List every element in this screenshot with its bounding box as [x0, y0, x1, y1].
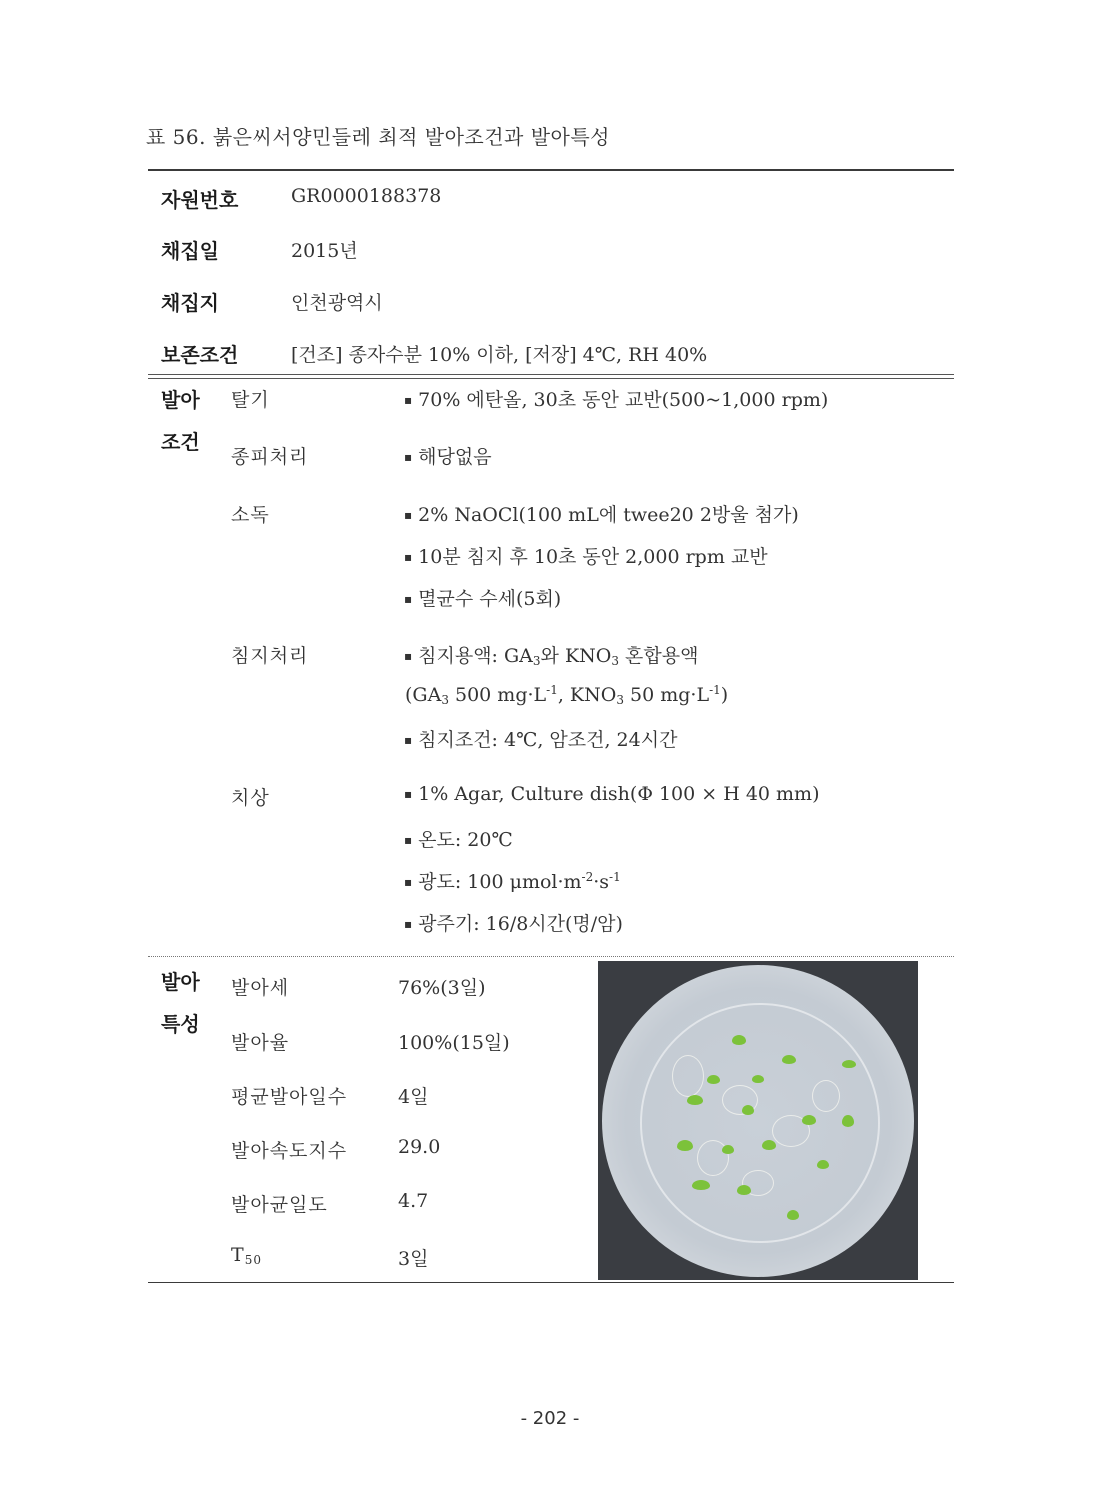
seedling-photo: [598, 961, 918, 1280]
sprout: [737, 1185, 751, 1195]
superscript: -1: [546, 683, 558, 697]
text: T: [231, 1244, 245, 1266]
label-germination-uniformity: 발아균일도: [231, 1194, 328, 1216]
value-germination-speed-index: 29.0: [398, 1136, 441, 1158]
superscript: -1: [709, 683, 721, 697]
sprout: [842, 1060, 856, 1068]
section-label-conditions-2: 조건: [161, 430, 200, 454]
item-soaking-3: ▪ 침지조건: 4℃, 암조건, 24시간: [404, 725, 677, 752]
value-collect-date: 2015년: [291, 240, 358, 262]
text: 와 KNO: [540, 645, 612, 667]
item-placement-4: ▪ 광주기: 16/8시간(명/암): [404, 909, 623, 936]
label-placement: 치상: [231, 787, 270, 809]
text: 광도: 100 μmol·m: [418, 871, 582, 893]
value-germination-energy: 76%(3일): [398, 977, 486, 999]
sprout: [787, 1210, 799, 1220]
sprout: [782, 1055, 796, 1064]
root: [812, 1080, 840, 1112]
root: [672, 1055, 704, 1097]
subscript: 3: [532, 654, 541, 668]
value-t50: 3일: [398, 1248, 429, 1270]
petri-dish: [602, 965, 914, 1277]
text: ·s: [593, 871, 610, 893]
sprout: [707, 1075, 720, 1084]
value-collect-place: 인천광역시: [291, 292, 383, 314]
value-germination-rate: 100%(15일): [398, 1032, 510, 1054]
value-mean-germination-days: 4일: [398, 1086, 429, 1108]
subscript: 3: [441, 693, 449, 707]
bottom-rule: [148, 1282, 954, 1283]
section-label-characteristics-1: 발아: [161, 970, 200, 994]
item-disinfection-2: ▪ 10분 침지 후 10초 동안 2,000 rpm 교반: [404, 542, 768, 569]
sprout: [742, 1105, 754, 1115]
value-resource-no: GR0000188378: [291, 185, 442, 207]
label-mean-germination-days: 평균발아일수: [231, 1086, 348, 1108]
label-soaking: 침지처리: [231, 645, 309, 667]
value-storage: [건조] 종자수분 10% 이하, [저장] 4℃, RH 40%: [291, 344, 708, 366]
sprout: [752, 1075, 764, 1083]
item-soaking-1: [404, 641, 698, 668]
sprout: [802, 1115, 816, 1125]
dotted-rule: [148, 956, 954, 957]
label-germination-rate: 발아율: [231, 1032, 290, 1054]
item-placement-2: ▪ 온도: 20℃: [404, 825, 513, 852]
top-rule: [148, 169, 954, 171]
text: 혼합용액: [618, 645, 699, 667]
text: , KNO: [557, 684, 617, 706]
label-disinfection: 소독: [231, 504, 270, 526]
label-germination-energy: 발아세: [231, 977, 290, 999]
section-label-characteristics-2: 특성: [161, 1012, 200, 1036]
double-rule: [148, 374, 954, 379]
text: (GA: [405, 684, 442, 706]
text: 침지용액: GA: [418, 645, 533, 667]
label-t50: [231, 1244, 262, 1267]
label-collect-place: 채집지: [161, 291, 219, 315]
text: 50 mg·L: [623, 684, 710, 706]
item-dehulling: ▪ 70% 에탄올, 30초 동안 교반(500~1,000 rpm): [404, 385, 828, 412]
superscript: -1: [609, 870, 621, 884]
text: ): [720, 684, 729, 706]
sprout: [842, 1115, 854, 1127]
sprout: [692, 1180, 710, 1190]
sprout: [722, 1145, 734, 1154]
subscript: 3: [616, 693, 624, 707]
subscript: 50: [244, 1253, 262, 1267]
label-seedcoat: 종피처리: [231, 446, 309, 468]
section-label-conditions-1: 발아: [161, 388, 200, 412]
item-disinfection-1: ▪ 2% NaOCl(100 mL에 twee20 2방울 첨가): [404, 500, 799, 527]
label-collect-date: 채집일: [161, 239, 219, 263]
item-disinfection-3: ▪ 멸균수 수세(5회): [404, 584, 561, 611]
sprout: [732, 1035, 746, 1045]
item-placement-3: [404, 867, 621, 894]
label-storage: 보존조건: [161, 343, 239, 367]
text: 500 mg·L: [448, 684, 547, 706]
item-seedcoat: ▪ 해당없음: [404, 442, 492, 469]
item-soaking-2: [405, 683, 728, 707]
page-number: - 202 -: [520, 1408, 580, 1429]
sprout: [817, 1160, 829, 1169]
subscript: 3: [611, 654, 619, 668]
label-germination-speed-index: 발아속도지수: [231, 1140, 348, 1162]
sprout: [687, 1095, 703, 1105]
item-placement-1: ▪ 1% Agar, Culture dish(Φ 100 × H 40 mm): [404, 783, 820, 805]
superscript: -2: [581, 870, 594, 884]
value-germination-uniformity: 4.7: [398, 1190, 429, 1212]
label-dehulling: 탈기: [231, 389, 270, 411]
sprout: [677, 1140, 693, 1151]
table-caption: 표 56. 붉은씨서양민들레 최적 발아조건과 발아특성: [146, 125, 610, 149]
sprout: [762, 1140, 776, 1150]
label-resource-no: 자원번호: [161, 188, 239, 212]
